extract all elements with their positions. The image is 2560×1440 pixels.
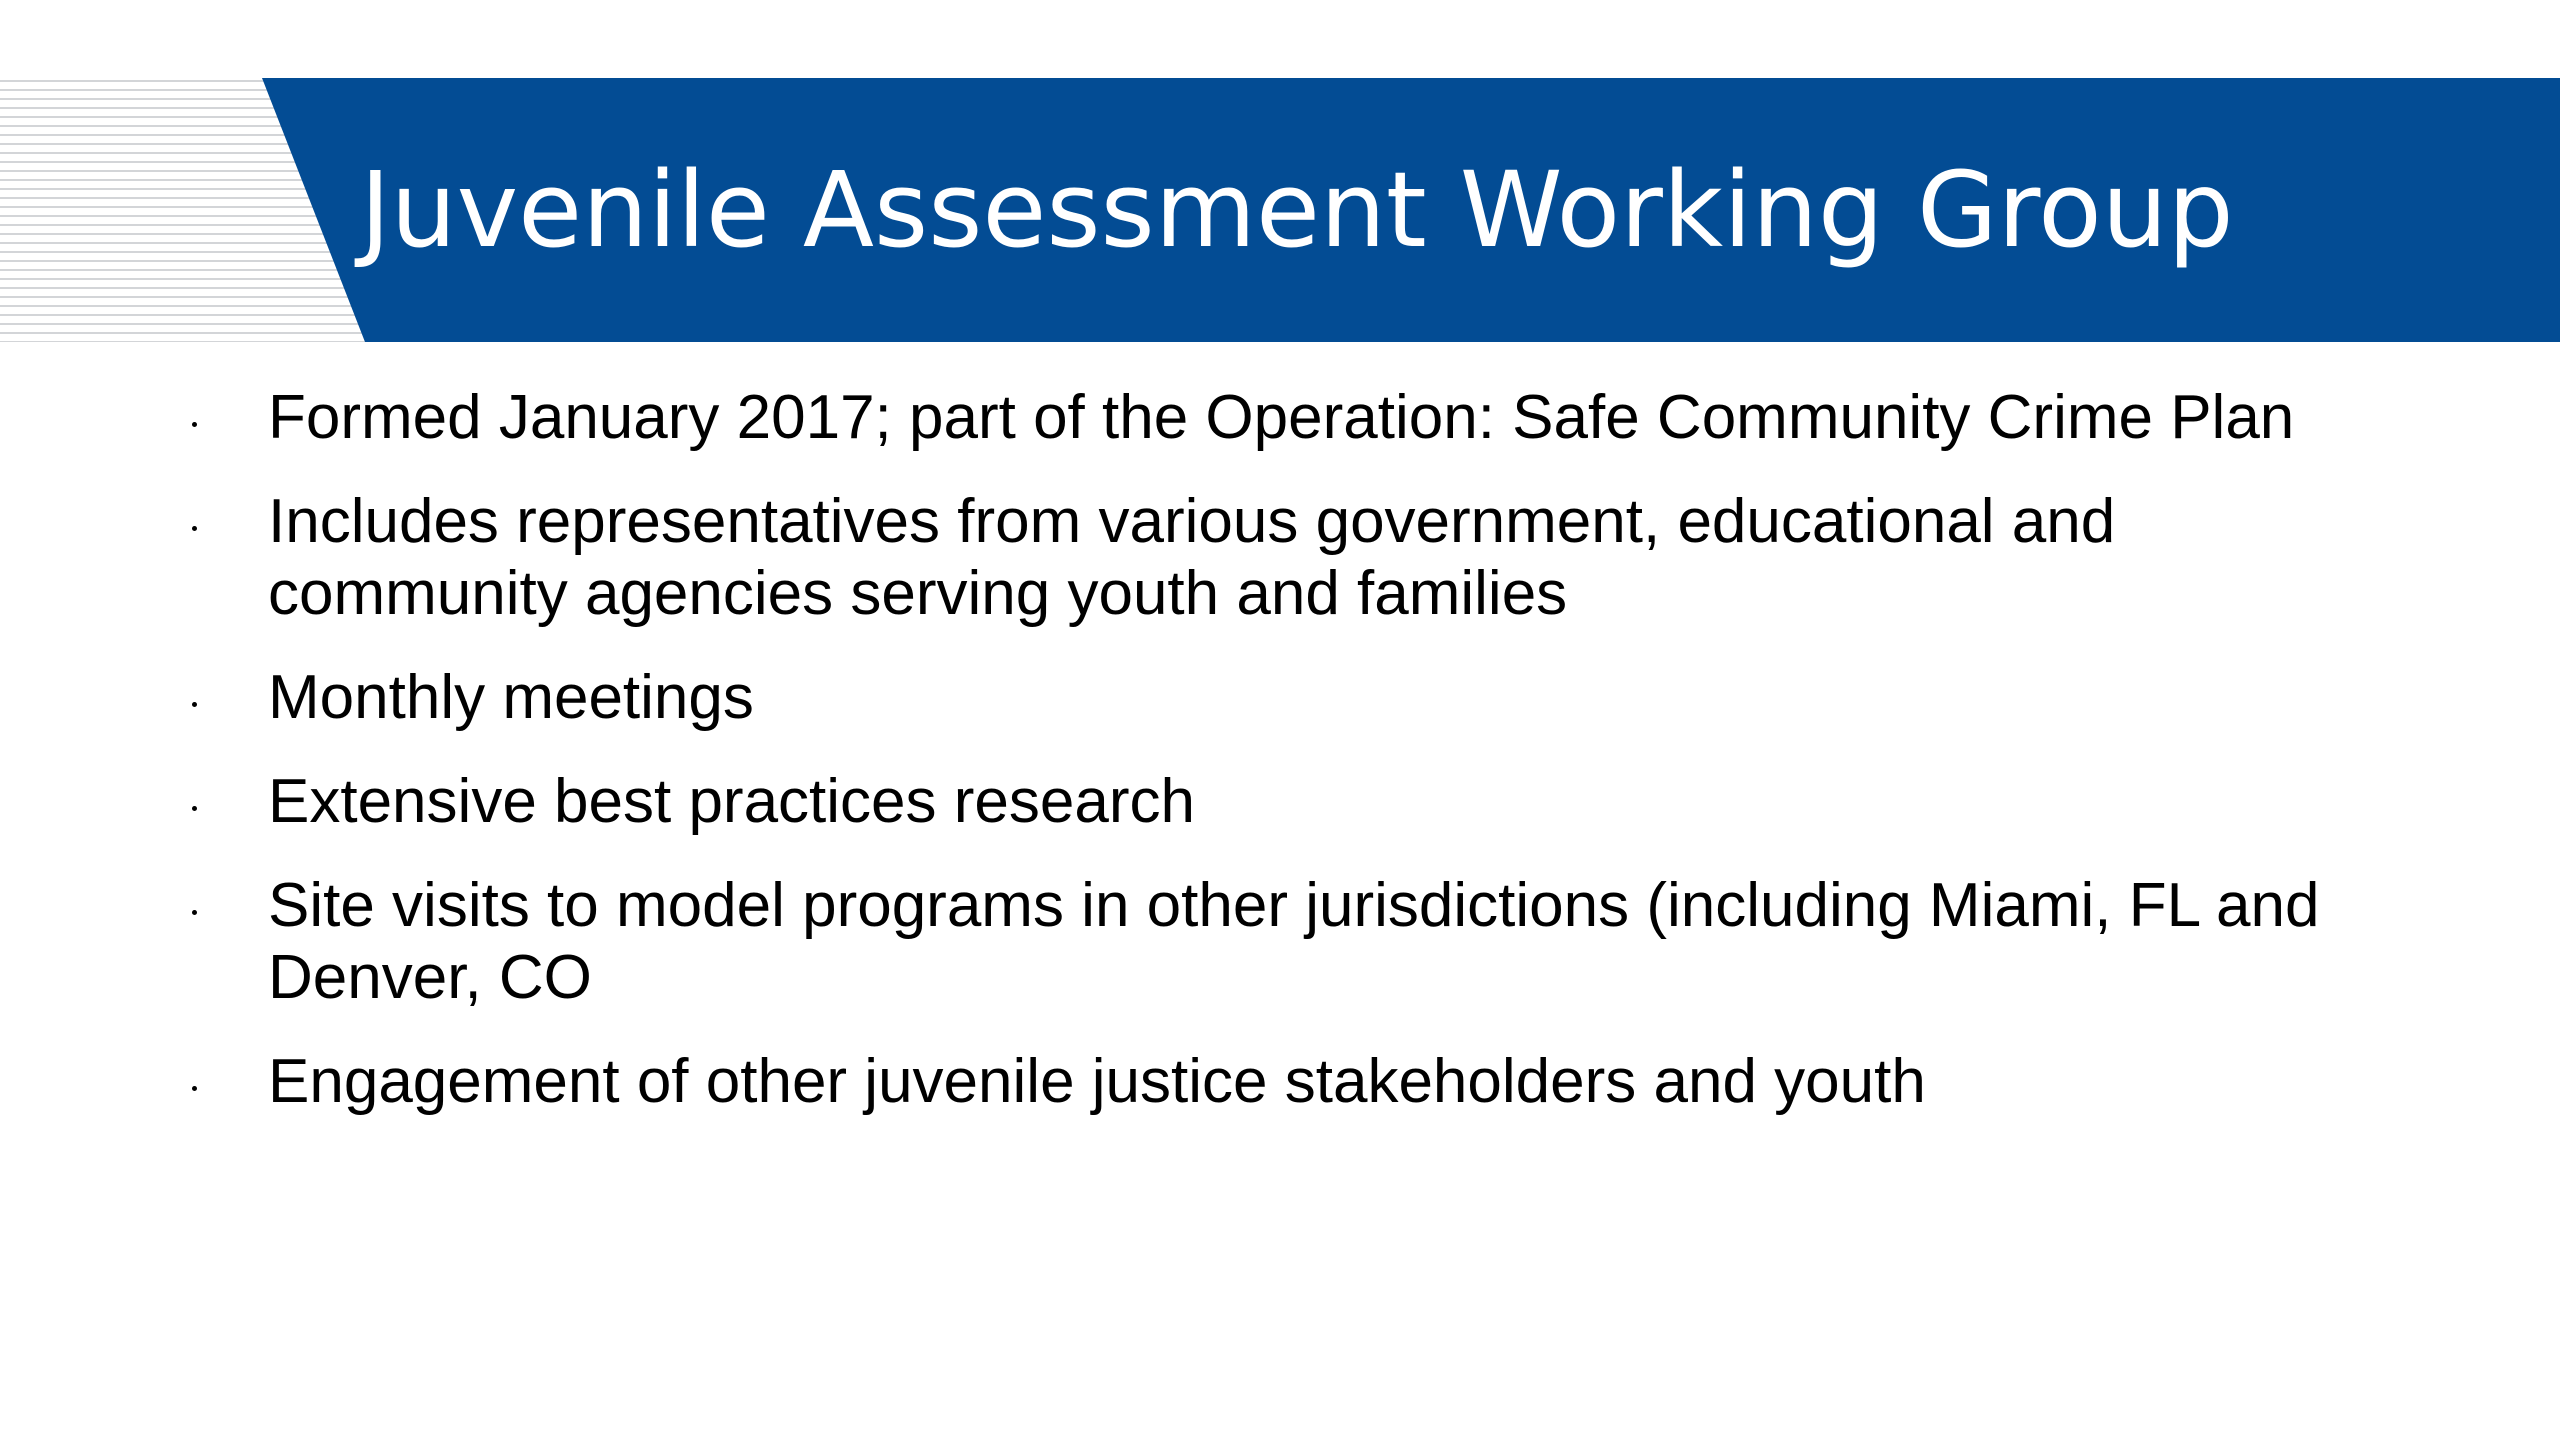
- list-item: [268, 766, 2418, 838]
- list-item: [268, 1046, 2418, 1118]
- list-item: [268, 870, 2418, 1014]
- bullet-list: [268, 382, 2418, 1150]
- bullet-dot-icon: [192, 910, 197, 915]
- bullet-dot-icon: [192, 702, 197, 707]
- bullet-text: Extensive best practices research: [268, 767, 1195, 836]
- bullet-text: Includes representatives from various government, educational and community agencies serving youth and families: [268, 487, 2116, 628]
- list-item: [268, 662, 2418, 734]
- bullet-dot-icon: [192, 806, 197, 811]
- bullet-dot-icon: [192, 526, 197, 531]
- bullet-text: Engagement of other juvenile justice stakeholders and youth: [268, 1047, 1926, 1116]
- slide-title: Juvenile Assessment Working Group: [360, 149, 2234, 271]
- bullet-text: Monthly meetings: [268, 663, 754, 732]
- bullet-dot-icon: [192, 1086, 197, 1091]
- bullet-text: Site visits to model programs in other jurisdictions (including Miami, FL and Denver, CO: [268, 871, 2320, 1012]
- list-item: [268, 382, 2418, 454]
- bullet-dot-icon: [192, 422, 197, 427]
- bullet-text: Formed January 2017; part of the Operation: Safe Community Crime Plan: [268, 383, 2295, 452]
- list-item: [268, 486, 2418, 630]
